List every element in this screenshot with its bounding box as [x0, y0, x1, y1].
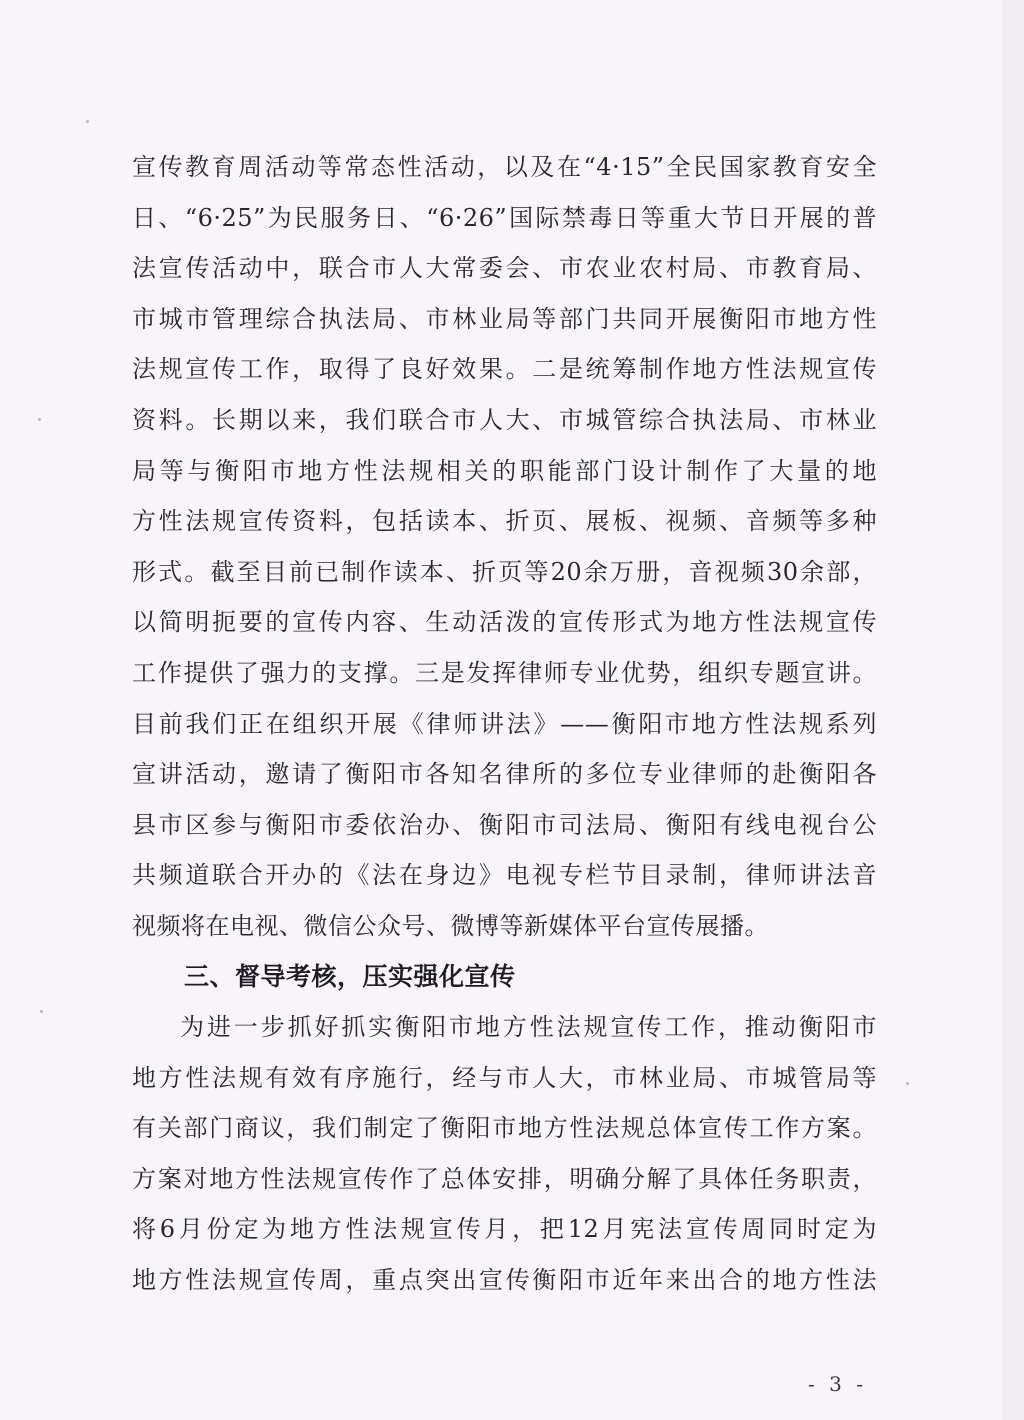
text-line: 以简明扼要的宣传内容、生动活泼的宣传形式为地方性法规宣传: [132, 608, 877, 637]
text-line: 宣讲活动，邀请了衡阳市各知名律所的多位专业律师的赴衡阳各: [132, 760, 877, 789]
scan-edge-shadow: [1002, 0, 1024, 1420]
text-line: 将6月份定为地方性法规宣传月，把12月宪法宣传周同时定为: [132, 1215, 877, 1244]
text-line: 方性法规宣传资料，包括读本、折页、展板、视频、音频等多种: [132, 507, 877, 536]
text-line: 法宣传活动中，联合市人大常委会、市农业农村局、市教育局、: [132, 254, 877, 283]
text-line: 共频道联合开办的《法在身边》电视专栏节目录制，律师讲法音: [132, 861, 877, 890]
text-line: 法规宣传工作，取得了良好效果。二是统筹制作地方性法规宣传: [132, 355, 877, 384]
text-line: 目前我们正在组织开展《律师讲法》——衡阳市地方性法规系列: [132, 709, 877, 738]
text-line: 方案对地方性法规宣传作了总体安排，明确分解了具体任务职责，: [132, 1164, 877, 1193]
text-line: 视频将在电视、微信公众号、微博等新媒体平台宣传展播。: [132, 911, 769, 940]
scan-speck: [906, 1082, 909, 1085]
scan-speck: [40, 1010, 43, 1013]
text-line: 市城市管理综合执法局、市林业局等部门共同开展衡阳市地方性: [132, 304, 877, 333]
text-line: 地方性法规宣传周，重点突出宣传衡阳市近年来出合的地方性法: [132, 1266, 877, 1295]
text-line: 资料。长期以来，我们联合市人大、市城管综合执法局、市林业: [132, 405, 877, 434]
text-line: 为进一步抓好抓实衡阳市地方性法规宣传工作，推动衡阳市: [180, 1013, 877, 1042]
text-line: 工作提供了强力的支撑。三是发挥律师专业优势，组织专题宣讲。: [132, 658, 877, 687]
text-line: 地方性法规有效有序施行，经与市人大，市林业局、市城管局等: [132, 1063, 877, 1092]
document-body: [132, 142, 877, 1306]
page-number: - 3 -: [808, 1372, 867, 1396]
text-line: 有关部门商议，我们制定了衡阳市地方性法规总体宣传工作方案。: [132, 1114, 877, 1143]
section-heading: 三、督导考核，压实强化宣传: [184, 961, 516, 991]
text-line: 日、“6·25”为民服务日、“6·26”国际禁毒日等重大节日开展的普: [132, 203, 877, 232]
scan-speck: [86, 120, 89, 123]
scan-speck: [38, 418, 41, 421]
text-line: 宣传教育周活动等常态性活动，以及在“4·15”全民国家教育安全: [132, 153, 877, 181]
text-line: 局等与衡阳市地方性法规相关的职能部门设计制作了大量的地: [132, 456, 877, 485]
text-line: 县市区参与衡阳市委依治办、衡阳市司法局、衡阳有线电视台公: [132, 810, 877, 839]
text-line: 形式。截至目前已制作读本、折页等20余万册，音视频30余部，: [132, 557, 877, 586]
